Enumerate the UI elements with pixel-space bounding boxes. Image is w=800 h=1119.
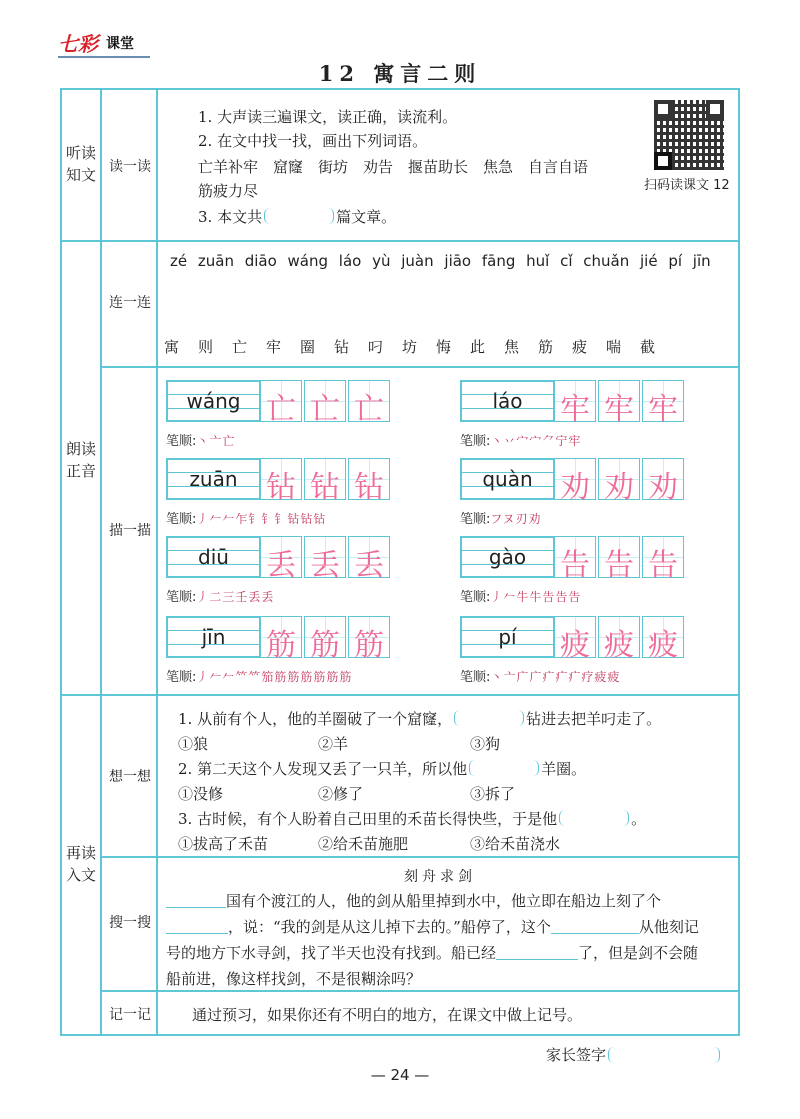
trace-box[interactable] [598,458,640,505]
stroke-label: 笔顺: [460,434,491,449]
trace-character: 告 [560,548,590,583]
question-text: 篇文章。 [336,208,397,226]
stroke-order [460,666,620,685]
stroke-sequence: 丿𠂉𠂉𥫗𥫗笳筋筋筋筋筋筋 [196,670,353,684]
trace-character: 疲 [560,628,590,663]
signature-label: 家长签字 [546,1046,607,1064]
character-row: 寓则亡牢圈钻叼坊悔此焦筋疲喘截 [164,338,675,356]
story-text: 从他刻记 [638,918,699,936]
story-line-4: 船前进，像这样找剑，不是很糊涂吗？ [166,970,422,988]
trace-character: 钻 [266,470,296,505]
pinyin-text: diū [198,545,229,569]
stroke-label: 笔顺: [166,590,197,605]
option[interactable]: ③拆了 [470,785,516,803]
section-reread [62,842,100,886]
divider [100,856,738,858]
stroke-order [166,586,274,605]
stroke-sequence: フヌ刃劝 [490,512,542,526]
section-line: 正音 [65,462,96,480]
answer-blank[interactable] [166,907,226,908]
trace-character: 牢 [648,392,678,427]
stroke-sequence: 丿𠂉牛牛告告告 [490,590,582,604]
think-options-3 [178,833,561,854]
divider [62,240,738,242]
trace-character: 牢 [604,392,634,427]
subsection-note: 记一记 [109,1007,151,1023]
story-title: 刻舟求剑 [404,869,476,885]
pinyin-box [460,380,554,422]
option[interactable]: ①狼 [178,735,209,753]
option[interactable]: ①没修 [178,785,224,803]
trace-box[interactable] [348,536,390,583]
pinyin-text: quàn [482,467,533,491]
answer-blank[interactable] [264,208,334,224]
divider [100,990,738,992]
pinyin-box [166,380,260,422]
stroke-sequence: 丿二三壬丢丢 [196,590,275,604]
divider [100,366,738,368]
story-text: 国有个渡江的人，他的剑从船里掉到水中，他立即在船边上刻了个 [226,892,662,910]
page-number: — 24 — [370,1066,430,1084]
trace-character: 钻 [354,470,384,505]
think-question-2 [178,758,586,779]
worksheet [60,88,740,1036]
stroke-order [460,586,581,605]
section-line: 朗读 [65,440,96,458]
question-text: 钻进去把羊叼走了。 [526,710,662,728]
trace-character: 疲 [604,628,634,663]
section-listen-read [62,142,100,186]
read-word-list-2: 筋疲力尽 [198,182,259,200]
trace-box[interactable] [304,536,346,583]
answer-blank[interactable] [559,810,629,826]
trace-character: 钻 [310,470,340,505]
trace-box[interactable] [642,616,684,663]
subsection-connect: 连一连 [109,295,151,311]
stroke-sequence: 丶亠广广疒疒疒疗疲疲 [490,670,621,684]
trace-character: 亡 [310,392,340,427]
divider [156,90,158,1034]
stroke-order [166,666,352,685]
stroke-label: 笔顺: [166,434,197,449]
trace-box[interactable] [260,458,302,505]
trace-character: 劝 [648,470,678,505]
trace-box[interactable] [304,380,346,427]
trace-character: 丢 [310,548,340,583]
subsection-trace: 描一描 [109,523,151,539]
section-line: 入文 [65,866,96,884]
pinyin-box [166,536,260,578]
note-text: 通过预习，如果你还有不明白的地方，在课文中做上记号。 [192,1006,583,1024]
trace-character: 劝 [604,470,634,505]
question-text: 。 [631,810,647,828]
trace-character: 告 [604,548,634,583]
read-word-list: 亡羊补牢 窟窿 街坊 劝告 揠苗助长 焦急 自言自语 [198,158,589,176]
qr-label: 扫码读课文 12 [644,178,730,193]
trace-character: 筋 [266,628,296,663]
stroke-label: 笔顺: [460,670,491,685]
trace-box[interactable] [304,616,346,663]
trace-box[interactable] [554,536,596,583]
brand-logo [58,28,150,58]
answer-blank[interactable] [469,760,539,776]
stroke-order [460,430,581,449]
option[interactable]: ③狗 [470,735,501,753]
page-title: 12 寓言二则 [318,61,482,86]
stroke-label: 笔顺: [166,512,197,527]
trace-character: 筋 [310,628,340,663]
trace-character: 劝 [560,470,590,505]
trace-box[interactable] [598,616,640,663]
pinyin-box [460,616,554,658]
pinyin-text: zuān [189,467,238,491]
trace-box[interactable] [598,380,640,427]
trace-box[interactable] [554,616,596,663]
pinyin-box [460,458,554,500]
option[interactable]: ③给禾苗浇水 [470,835,561,853]
story-line-3 [166,942,698,963]
trace-character: 丢 [354,548,384,583]
pinyin-box [166,616,260,658]
trace-box[interactable] [642,380,684,427]
trace-box[interactable] [348,616,390,663]
stroke-order [166,508,326,527]
pinyin-text: gào [488,545,527,569]
story-text: 号的地方下水寻剑，找了半天也没有找到。船已经 [166,944,497,962]
section-line: 听读 [65,144,96,162]
option[interactable]: ②修了 [318,785,364,803]
stroke-sequence: 丿𠂉𠂉乍钅钅钅钻钻钻 [196,512,327,526]
trace-box[interactable] [642,536,684,583]
pinyin-text: láo [492,389,523,413]
trace-box[interactable] [304,458,346,505]
read-instruction-2: 2. 在文中找一找，画出下列词语。 [198,132,428,150]
story-line-1 [166,890,661,911]
think-question-3 [178,808,646,829]
stroke-label: 笔顺: [460,590,491,605]
trace-box[interactable] [348,380,390,427]
answer-blank[interactable] [166,933,228,934]
trace-character: 疲 [648,628,678,663]
question-text: 1. 从前有个人，他的羊圈破了一个窟窿， [178,710,453,728]
trace-character: 丢 [266,548,296,583]
stroke-label: 笔顺: [460,512,491,527]
stroke-label: 笔顺: [166,670,197,685]
section-read-aloud [62,438,100,482]
trace-box[interactable] [598,536,640,583]
stroke-order [460,508,542,527]
stroke-order [166,430,235,449]
trace-box[interactable] [260,536,302,583]
divider [100,90,102,1034]
answer-blank[interactable] [496,959,578,960]
think-options-1 [178,733,501,754]
question-text: 3. 古时候，有个人盼着自己田里的禾苗长得快些，于是他 [178,810,558,828]
trace-box[interactable] [554,380,596,427]
logo-sub: 课堂 [106,36,134,52]
story-text: ，说：“我的剑是从这儿掉下去的。”船停了，这个 [228,918,551,936]
subsection-think: 想一想 [109,769,151,785]
section-line: 知文 [65,166,96,184]
pinyin-text: jīn [201,625,226,649]
question-text: 2. 第二天这个人发现又丢了一只羊，所以他 [178,760,468,778]
logo-brand: 七彩 [58,32,98,56]
trace-box[interactable] [348,458,390,505]
think-options-2 [178,783,516,804]
pinyin-text: pí [498,625,517,649]
subsection-search: 搜一搜 [109,915,151,931]
trace-box[interactable] [260,616,302,663]
answer-blank[interactable] [454,710,524,726]
think-question-1 [178,708,661,729]
trace-character: 筋 [354,628,384,663]
question-text: 羊圈。 [541,760,587,778]
stroke-sequence: 丶亠亡 [196,434,236,448]
option[interactable]: ①拔高了禾苗 [178,835,269,853]
trace-character: 亡 [354,392,384,427]
stroke-sequence: 丶丷宀宀⺈宁牢 [490,434,582,448]
trace-box[interactable] [642,458,684,505]
answer-blank[interactable] [551,933,639,934]
read-question-3 [198,206,396,227]
option[interactable]: ②羊 [318,735,349,753]
trace-character: 亡 [266,392,296,427]
option[interactable]: ②给禾苗施肥 [318,835,409,853]
signature-field[interactable] [608,1047,720,1063]
pinyin-row: zé zuān diāo wáng láo yù juàn jiāo fāng huǐ cǐ chuǎn jié pí jīn [170,252,711,270]
read-instruction-1: 1. 大声读三遍课文，读正确，读流利。 [198,108,458,126]
subsection-read: 读一读 [109,159,151,175]
trace-box[interactable] [554,458,596,505]
trace-box[interactable] [260,380,302,427]
trace-character: 牢 [560,392,590,427]
section-line: 再读 [65,844,96,862]
trace-character: 告 [648,548,678,583]
pinyin-box [166,458,260,500]
parent-signature [546,1044,720,1065]
question-text: 3. 本文共 [198,208,263,226]
story-text: 了，但是剑不会随 [578,944,699,962]
pinyin-text: wáng [186,389,241,413]
pinyin-box [460,536,554,578]
story-line-2 [166,916,699,937]
qr-finder [654,152,672,170]
divider [62,694,738,696]
